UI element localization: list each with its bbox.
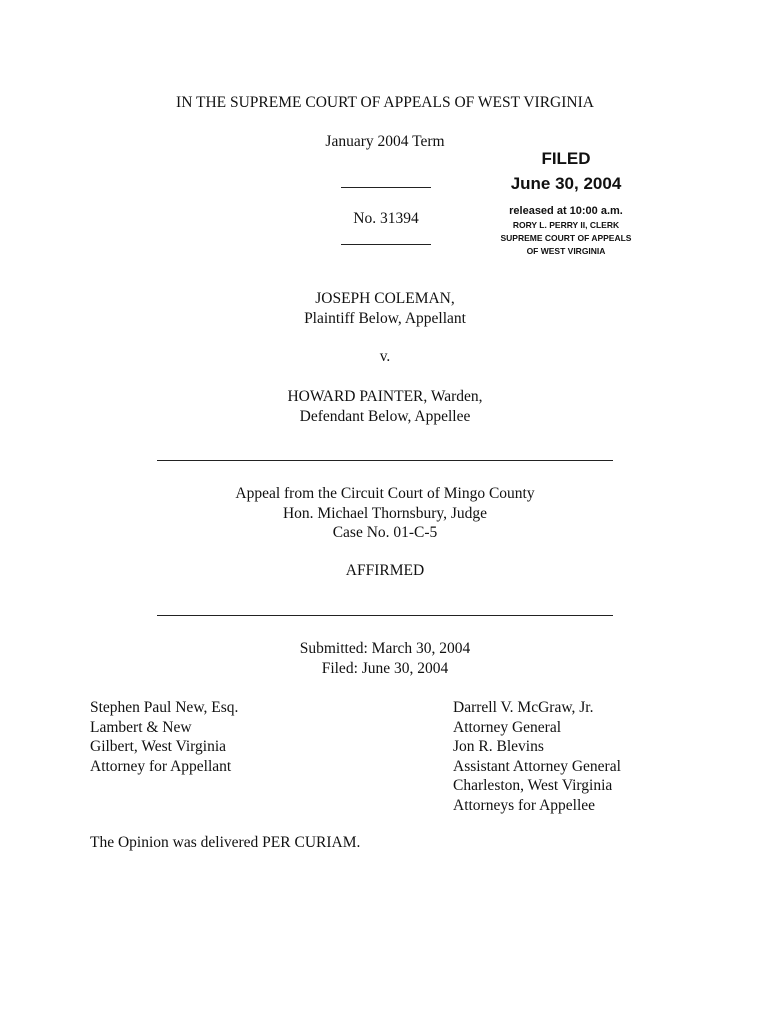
docket-number: No. 31394 bbox=[353, 210, 419, 227]
appeal-court: Appeal from the Circuit Court of Mingo County bbox=[235, 485, 535, 502]
clerk-court-line2: OF WEST VIRGINIA bbox=[526, 246, 606, 256]
counsel-appellant-line: Stephen Paul New, Esq. bbox=[90, 699, 239, 716]
appeal-block bbox=[0, 484, 770, 543]
separator-rule-2 bbox=[157, 615, 613, 616]
counsel-appellant-line: Lambert & New bbox=[90, 718, 192, 736]
filed-label: FILED bbox=[541, 149, 591, 168]
counsel-appellee-line: Assistant Attorney General bbox=[453, 757, 621, 775]
appellant-block bbox=[0, 289, 770, 328]
appellant-role: Plaintiff Below, Appellant bbox=[304, 309, 466, 327]
filed-date-line: Filed: June 30, 2004 bbox=[321, 659, 449, 677]
released-time: released at 10:00 a.m. bbox=[509, 205, 623, 217]
clerk-name: RORY L. PERRY II, CLERK bbox=[512, 220, 620, 230]
counsel-appellant-line: Gilbert, West Virginia bbox=[90, 738, 227, 756]
clerk-court-line1: SUPREME COURT OF APPEALS bbox=[500, 233, 632, 243]
counsel-appellee bbox=[453, 698, 621, 816]
docket-rule-bottom bbox=[341, 244, 431, 245]
counsel-appellee-line: Jon R. Blevins bbox=[453, 738, 544, 756]
dates-block bbox=[0, 639, 770, 678]
filed-stamp bbox=[486, 148, 646, 258]
counsel-appellant bbox=[90, 698, 238, 776]
appeal-case-number: Case No. 01-C-5 bbox=[332, 524, 438, 542]
appellee-name: HOWARD PAINTER, Warden, bbox=[287, 388, 483, 405]
counsel-appellant-line: Attorney for Appellant bbox=[90, 757, 232, 775]
term: January 2004 Term bbox=[325, 133, 445, 150]
disposition: AFFIRMED bbox=[345, 562, 425, 579]
separator-rule-1 bbox=[157, 460, 613, 461]
appellant-name: JOSEPH COLEMAN, bbox=[315, 290, 455, 307]
court-heading: IN THE SUPREME COURT OF APPEALS OF WEST VIRGINIA bbox=[176, 94, 594, 111]
counsel-appellee-line: Charleston, West Virginia bbox=[453, 777, 613, 795]
appellee-role: Defendant Below, Appellee bbox=[299, 407, 471, 425]
appeal-judge: Hon. Michael Thornsbury, Judge bbox=[282, 504, 488, 522]
appellee-block bbox=[0, 387, 770, 426]
submitted-date: Submitted: March 30, 2004 bbox=[299, 640, 471, 657]
counsel-appellee-line: Darrell V. McGraw, Jr. bbox=[453, 699, 594, 716]
docket-rule-top bbox=[341, 187, 431, 188]
opinion-note: The Opinion was delivered PER CURIAM. bbox=[90, 834, 361, 851]
filed-date: June 30, 2004 bbox=[510, 174, 622, 193]
counsel-appellee-line: Attorneys for Appellee bbox=[453, 796, 596, 814]
versus: v. bbox=[379, 348, 391, 365]
counsel-appellee-line: Attorney General bbox=[453, 718, 562, 736]
